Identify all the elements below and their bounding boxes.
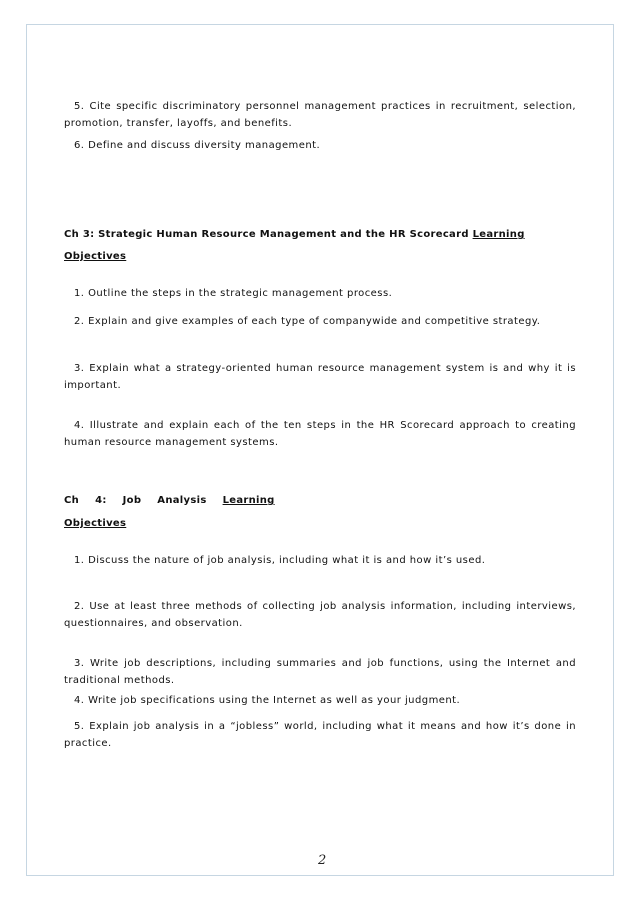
ch4-heading-part: Ch <box>64 495 80 506</box>
ch4-heading-part: 4: <box>95 495 107 506</box>
ch3-heading-text: Ch 3: Strategic Human Resource Management and the HR Scorecard <box>64 229 469 240</box>
ch4-item-1: 1. Discuss the nature of job analysis, including what it is and how it’s used. <box>74 555 486 566</box>
ch4-learning-label: Learning <box>222 495 275 506</box>
page-number: 2 <box>318 853 327 868</box>
ch4-heading-part: Analysis <box>157 495 207 506</box>
ch4-item-4: 4. Write job specifications using the Internet as well as your judgment. <box>74 695 461 706</box>
ch2-item-5: 5. Cite specific discriminatory personnel management practices in recruitment, selection, promotion, transfer, layoffs, and benefits. <box>64 101 576 129</box>
ch3-objectives-label: Objectives <box>64 251 127 262</box>
ch3-learning-label: Learning <box>472 229 525 240</box>
ch4-item-2: 2. Use at least three methods of collecting job analysis information, including interviews, questionnaires, and observation. <box>64 601 576 629</box>
ch4-item-3: 3. Write job descriptions, including summaries and job functions, using the Internet and traditional methods. <box>64 658 576 686</box>
ch4-item-5: 5. Explain job analysis in a “jobless” world, including what it means and how it’s done in practice. <box>64 721 576 749</box>
ch3-heading <box>64 226 576 243</box>
ch3-item-3: 3. Explain what a strategy-oriented human resource management system is and why it is important. <box>64 363 576 391</box>
ch3-item-2: 2. Explain and give examples of each type of companywide and competitive strategy. <box>74 316 541 327</box>
ch4-heading <box>64 492 576 509</box>
ch4-objectives-label: Objectives <box>64 518 127 529</box>
ch3-item-1: 1. Outline the steps in the strategic management process. <box>74 288 393 299</box>
ch4-heading-part: Job <box>122 495 142 506</box>
ch3-item-4: 4. Illustrate and explain each of the ten steps in the HR Scorecard approach to creating human resource management systems. <box>64 420 576 448</box>
ch2-item-6: 6. Define and discuss diversity management. <box>74 140 321 151</box>
